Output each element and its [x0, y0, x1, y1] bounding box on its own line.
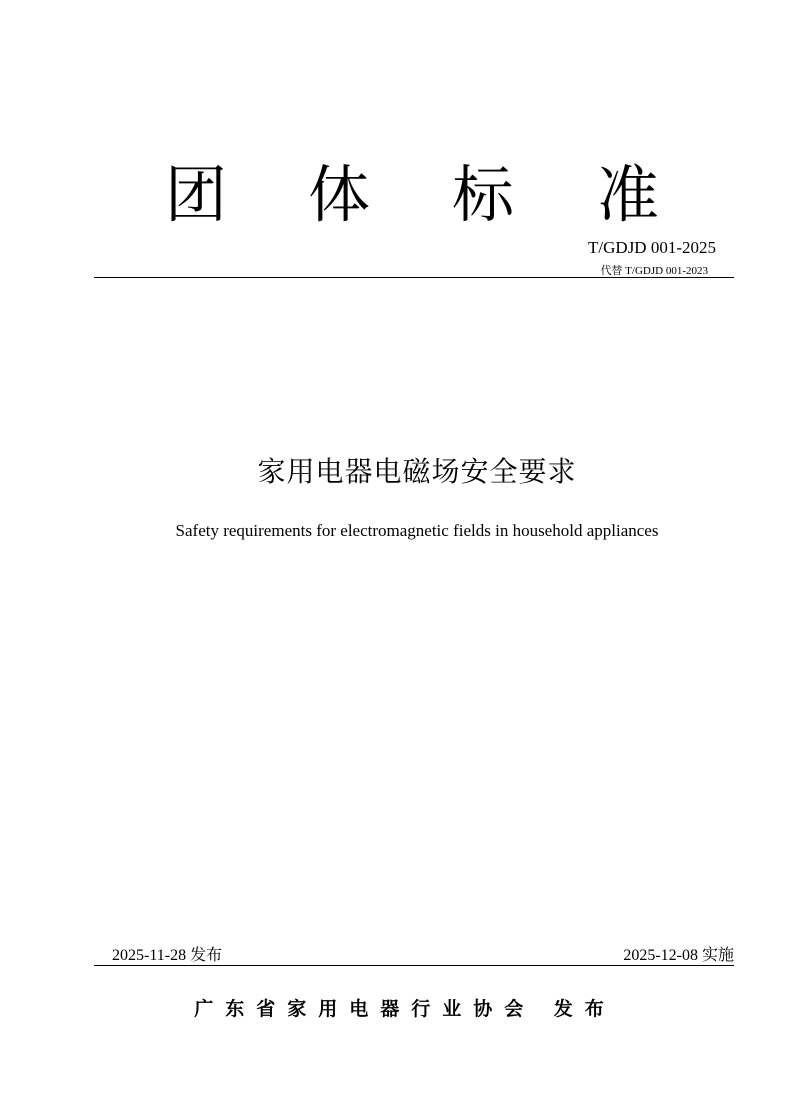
standard-type-char: 标: [452, 158, 515, 231]
document-title-english: Safety requirements for electromagnetic fields in household appliances: [175, 521, 659, 540]
replaces-standard: 代替 T/GDJD 001-2023: [600, 265, 708, 277]
header-divider: [94, 277, 734, 278]
issuing-organization: 广东省家用电器行业协会 发布: [194, 998, 616, 1020]
standard-type-char: 准: [597, 158, 660, 231]
standard-type-heading: [0, 150, 790, 240]
standard-type-char: 体: [308, 158, 371, 231]
footer-divider: [94, 965, 734, 966]
standard-type-char: 团: [165, 158, 228, 231]
implement-date: 2025-12-08 实施: [623, 947, 734, 964]
document-title-chinese: 家用电器电磁场安全要求: [257, 455, 577, 488]
publish-date: 2025-11-28 发布: [112, 947, 223, 964]
standard-code: T/GDJD 001-2025: [588, 238, 716, 257]
